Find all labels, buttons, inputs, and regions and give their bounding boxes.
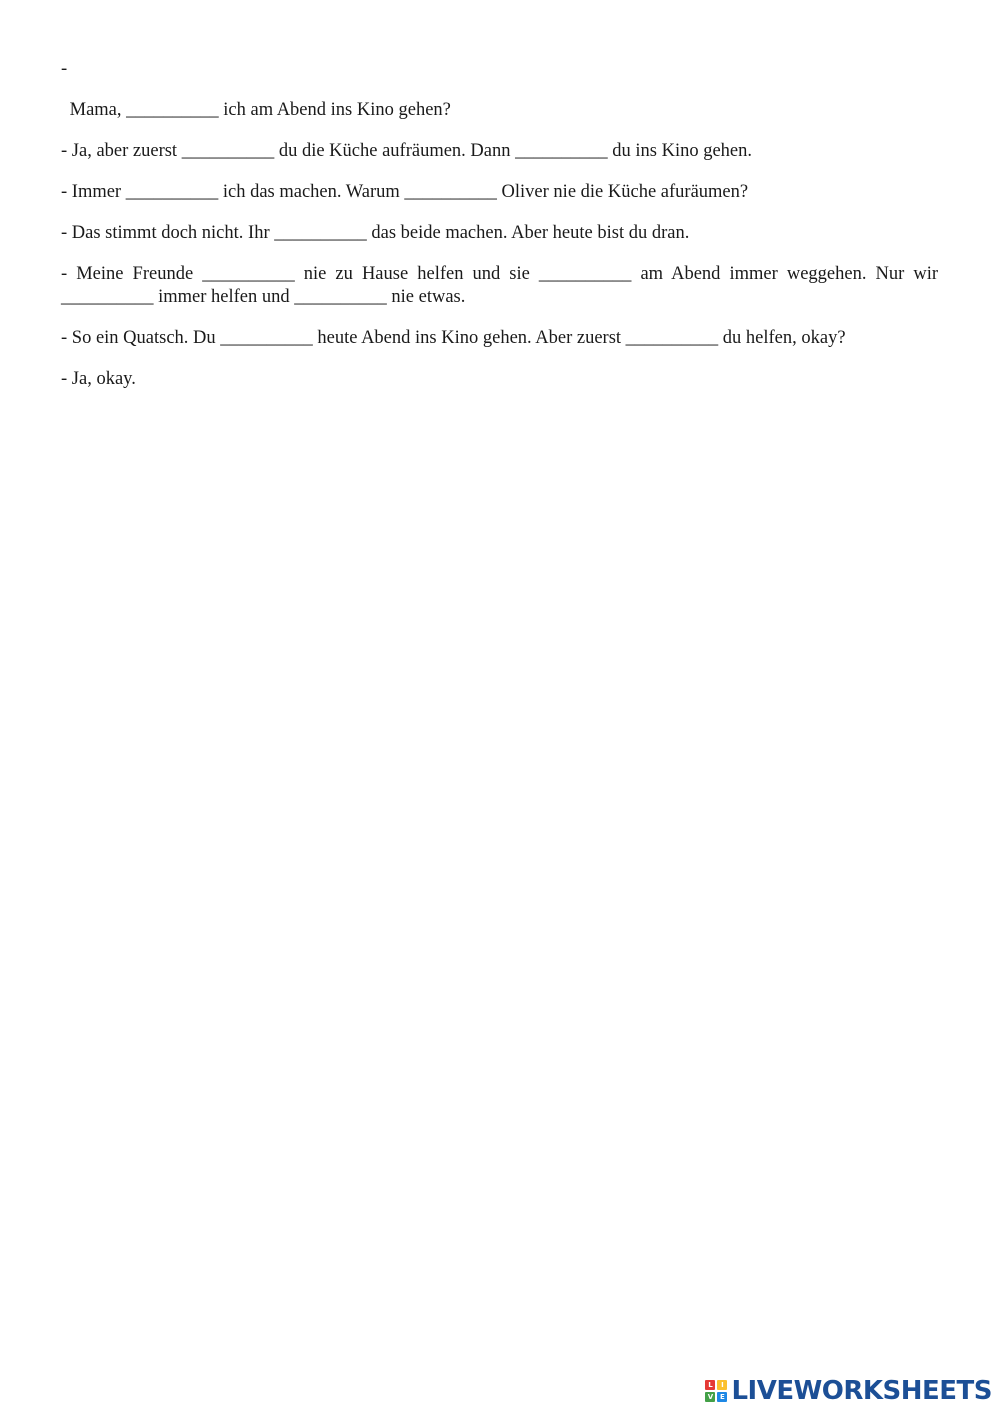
- logo-tiles-icon: [705, 1380, 727, 1402]
- dialogue-line-2: - Ja, aber zuerst __________ du die Küche aufräumen. Dann __________ du ins Kino gehen.: [61, 141, 753, 161]
- logo-tile: V: [705, 1392, 715, 1402]
- logo-tile: I: [717, 1380, 727, 1390]
- dialogue-line-5: - Meine Freunde __________ nie zu Hause helfen und sie __________ am Abend immer weggehen. Nur wir __________ immer helfen und __________ nie etwas.: [61, 264, 943, 307]
- liveworksheets-logo: [705, 1377, 992, 1405]
- logo-tile: E: [717, 1392, 727, 1402]
- worksheet-body: [61, 58, 943, 409]
- dialogue-line-7: - Ja, okay.: [61, 369, 136, 389]
- dialogue-line-6: - So ein Quatsch. Du __________ heute Abend ins Kino gehen. Aber zuerst __________ du helfen, okay?: [61, 328, 846, 348]
- top-dash: -: [61, 59, 68, 79]
- logo-text: LIVEWORKSHEETS: [731, 1376, 992, 1406]
- dialogue-line-4: - Das stimmt doch nicht. Ihr __________ das beide machen. Aber heute bist du dran.: [61, 223, 690, 243]
- dialogue-line-3: - Immer __________ ich das machen. Warum __________ Oliver nie die Küche afuräumen?: [61, 182, 749, 202]
- logo-tile: L: [705, 1380, 715, 1390]
- dialogue-line-1: Mama, __________ ich am Abend ins Kino gehen?: [65, 100, 451, 120]
